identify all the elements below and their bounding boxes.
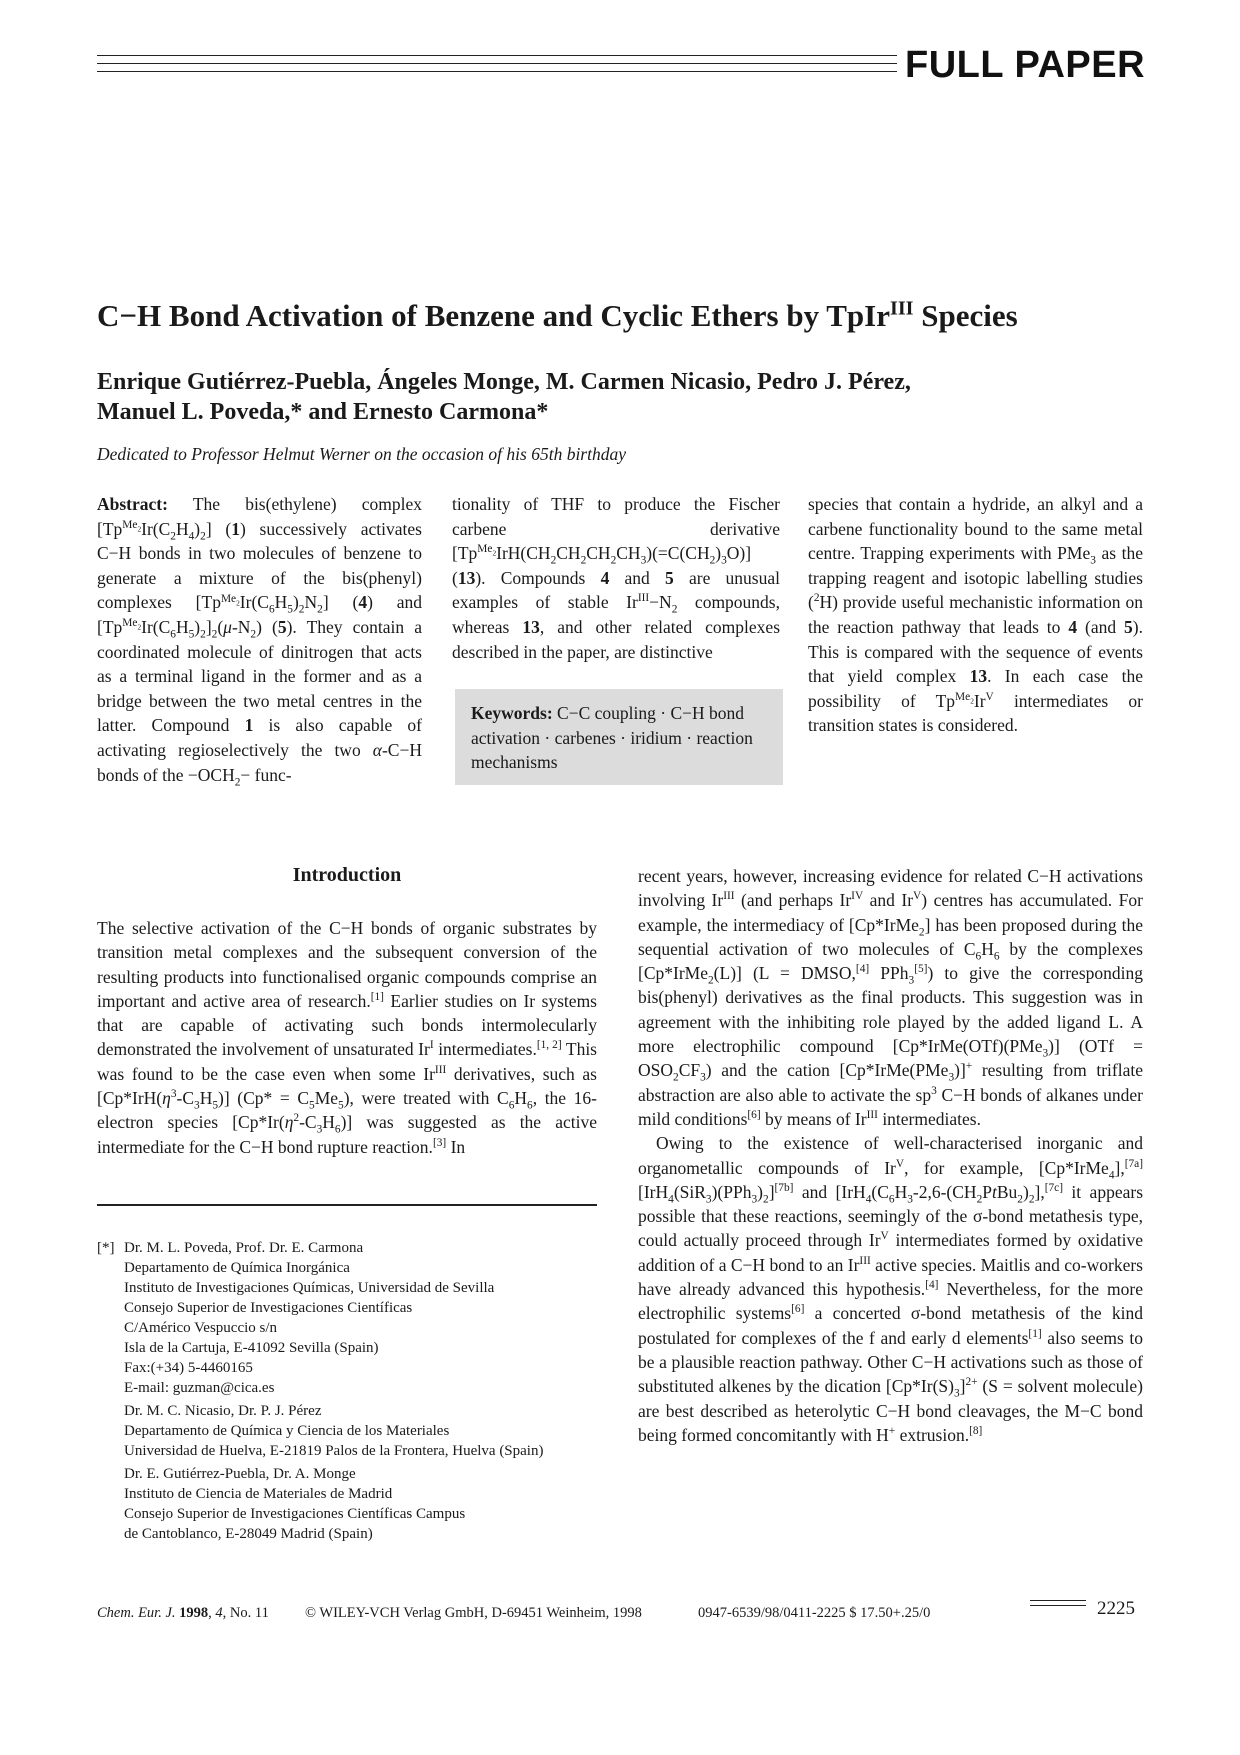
- issn-price: 0947-6539/98/0411-2225 $ 17.50+.25/0: [698, 1605, 931, 1621]
- dedication: Dedicated to Professor Helmut Werner on the occasion of his 65th birthday: [97, 444, 626, 464]
- author-affiliations-footnote: [97, 1238, 607, 1547]
- abstract-column-2: tionality of THF to produce the Fischer carbene derivative $[Tp^{Me_2}IrH(CH_2CH_2CH_2CH_3)(=C(CH_2)_3O)]$ (13). Compounds 4 and 5 are unusual examples of stable $Ir^{III}-N_2$ compounds, whereas 13, and other related complexes described in the paper, are distinctive: [452, 494, 780, 662]
- paragraph: recent years, however, increasing evidence for related C−H activations involving $Ir^{III}$ (and perhaps $Ir^{IV}$ and $Ir^V$) centres has accumulated. For example, the intermediacy of [Cp*IrMe$_2$] has been proposed during the sequential activation of two molecules of $C_6H_6$ by the complexes [Cp*IrMe$_2$(L)] (L = DMSO,[4] PPh$_3$[5]) to give the corresponding bis(phenyl) derivatives as the final products. This suggestion was in agreement with the inhibiting role played by the added ligand L. A more electrophilic compound [Cp*IrMe(OTf)(PMe$_3$)] $(OTf = OSO_2CF_3)$ and the cation [Cp*IrMe(PMe$_3$)]+ resulting from triflate abstraction are also able to activate the $sp^3$ C−H bonds of alkanes under mild conditions[6] by means of $Ir^{III}$ intermediates.: [638, 866, 1143, 1129]
- author-list: [97, 367, 1157, 427]
- footnote-line: Dr. M. L. Poveda, Prof. Dr. E. Carmona: [124, 1240, 364, 1256]
- affiliation-sevilla: [124, 1238, 607, 1398]
- abstract-column-1: Abstract: The bis(ethylene) complex $[Tp^{Me_2}Ir(C_2H_4)_2]$ (1) successively activates C−H bonds in two molecules of benzene to generate a mixture of the bis(phenyl) complexes $[Tp^{Me_2}Ir(C_6H_5)_2N_2]$ (4) and $[Tp^{Me_2}Ir(C_6H_5)_2]_2(\mu-N_2)$ (5). They contain a coordinated molecule of dinitrogen that acts as a terminal ligand in the former and as a bridge between the two metal centres in the latter. Compound 1 is also capable of activating regioselectively the two α-C−H bonds of the $-OCH_2-$ func-: [97, 494, 422, 789]
- footnote-rule: [97, 1204, 597, 1206]
- footnote-line: Departamento de Química y Ciencia de los Materiales: [124, 1423, 450, 1439]
- article-title: C−H Bond Activation of Benzene and Cyclic Ethers by TpIr$^{III}$ Species: [97, 297, 1018, 333]
- page-number-rule: [1030, 1600, 1086, 1610]
- footnote-line: Dr. E. Gutiérrez-Puebla, Dr. A. Monge: [124, 1466, 356, 1482]
- footnote-line: Instituto de Investigaciones Químicas, Universidad de Sevilla: [124, 1280, 495, 1296]
- email-text: E-mail: guzman@cica.es: [124, 1380, 275, 1396]
- footnote-line: C/Américo Vespuccio s/n: [124, 1320, 278, 1336]
- keywords-label: Keywords:: [471, 703, 553, 723]
- affiliation-huelva: [124, 1401, 607, 1461]
- copyright-notice: © WILEY-VCH Verlag GmbH, D-69451 Weinheim, 1998: [305, 1605, 642, 1621]
- footnote-line: Consejo Superior de Investigaciones Científicas Campus: [124, 1506, 466, 1522]
- footnote-line: de Cantoblanco, E-28049 Madrid (Spain): [124, 1526, 373, 1542]
- introduction-column-2: [638, 864, 1143, 1447]
- abstract-column-3: species that contain a hydride, an alkyl and a carbene functionality bound to the same metal centre. Trapping experiments with PMe$_3$ as the trapping reagent and isotopic labelling studies ($^2$H) provide useful mechanistic information on the reaction pathway that leads to 4 (and 5). This is compared with the sequence of events that yield complex 13. In each case the possibility of $Tp^{Me_2}Ir^V$ intermediates or transition states is considered.: [808, 494, 1144, 736]
- footnote-line: Isla de la Cartuja, E-41092 Sevilla (Spain): [124, 1340, 379, 1356]
- footnote-line: Instituto de Ciencia de Materiales de Madrid: [124, 1486, 393, 1502]
- footnote-line: Consejo Superior de Investigaciones Científicas: [124, 1300, 413, 1316]
- section-label: FULL PAPER: [905, 44, 1146, 86]
- affiliation-madrid: [124, 1464, 607, 1544]
- keywords-list: C−C coupling · C−H bond activation · carbenes · iridium · reaction mechanisms: [471, 703, 753, 773]
- journal-citation: Chem. Eur. J. 1998, 4, No. 11: [97, 1605, 269, 1621]
- introduction-column-1: The selective activation of the C−H bonds of organic substrates by transition metal complexes and the subsequent conversion of the resulting products into functionalised organic compounds comprise an important and active area of research.[1] Earlier studies on Ir systems that are capable of activating such bonds intermolecularly demonstrated the involvement of unsaturated $Ir^I$ intermediates.[1, 2] This was found to be the case even when some $Ir^{III}$ derivatives, such as $[Cp*IrH(\eta^3-C_3H_5)] (Cp* = C_5Me_5)$, were treated with $C_6H_6$, the 16-electron species $[Cp*Ir(\eta^2-C_3H_6)]$ was suggested as the active intermediate for the C−H bond rupture reaction.[3] In: [97, 918, 598, 1157]
- paragraph: Owing to the existence of well-characterised inorganic and organometallic compounds of $Ir^V$, for example, [Cp*IrMe$_4$],[7a] $[IrH_4(SiR_3)(PPh_3)_2][7b]$ and [$IrH_4(C_6H_3-2,6-(CH_2PtBu_2)_2],[7c]$ it appears possible that these reactions, seemingly of the σ-bond metathesis type, could actually proceed through $Ir^V$ intermediates formed by oxidative addition of a C−H bond to an $Ir^{III}$ active species. Maitlis and co-workers have already advanced this hypothesis.[4] Nevertheless, for the more electrophilic systems[6] a concerted σ-bond metathesis of the kind postulated for complexes of the f and early d elements[1] also seems to be a plausible reaction pathway. Other C−H activations such as those of substituted alkenes by the dication $[Cp*Ir(S)_3]^{2+}$ (S = solvent molecule) are best described as heterolytic C−H bond cleavages, the M−C bond being formed concomitantly with H+ extrusion.[8]: [638, 1133, 1143, 1445]
- footnote-line: Dr. M. C. Nicasio, Dr. P. J. Pérez: [124, 1403, 322, 1419]
- footnote-line: Departamento de Química Inorgánica: [124, 1260, 350, 1276]
- header-rule-lines: [97, 55, 897, 83]
- footnote-line: Universidad de Huelva, E-21819 Palos de la Frontera, Huelva (Spain): [124, 1443, 544, 1459]
- footnote-marker: [*]: [97, 1240, 115, 1256]
- footnote-line: Fax:(+34) 5-4460165: [124, 1360, 253, 1376]
- page-number: 2225: [1097, 1598, 1135, 1619]
- authors-line-2: Manuel L. Poveda,* and Ernesto Carmona*: [97, 399, 549, 425]
- keywords-box: [455, 689, 783, 785]
- introduction-heading: Introduction: [292, 864, 402, 886]
- authors-line-1: Enrique Gutiérrez-Puebla, Ángeles Monge, M. Carmen Nicasio, Pedro J. Pérez,: [97, 369, 911, 395]
